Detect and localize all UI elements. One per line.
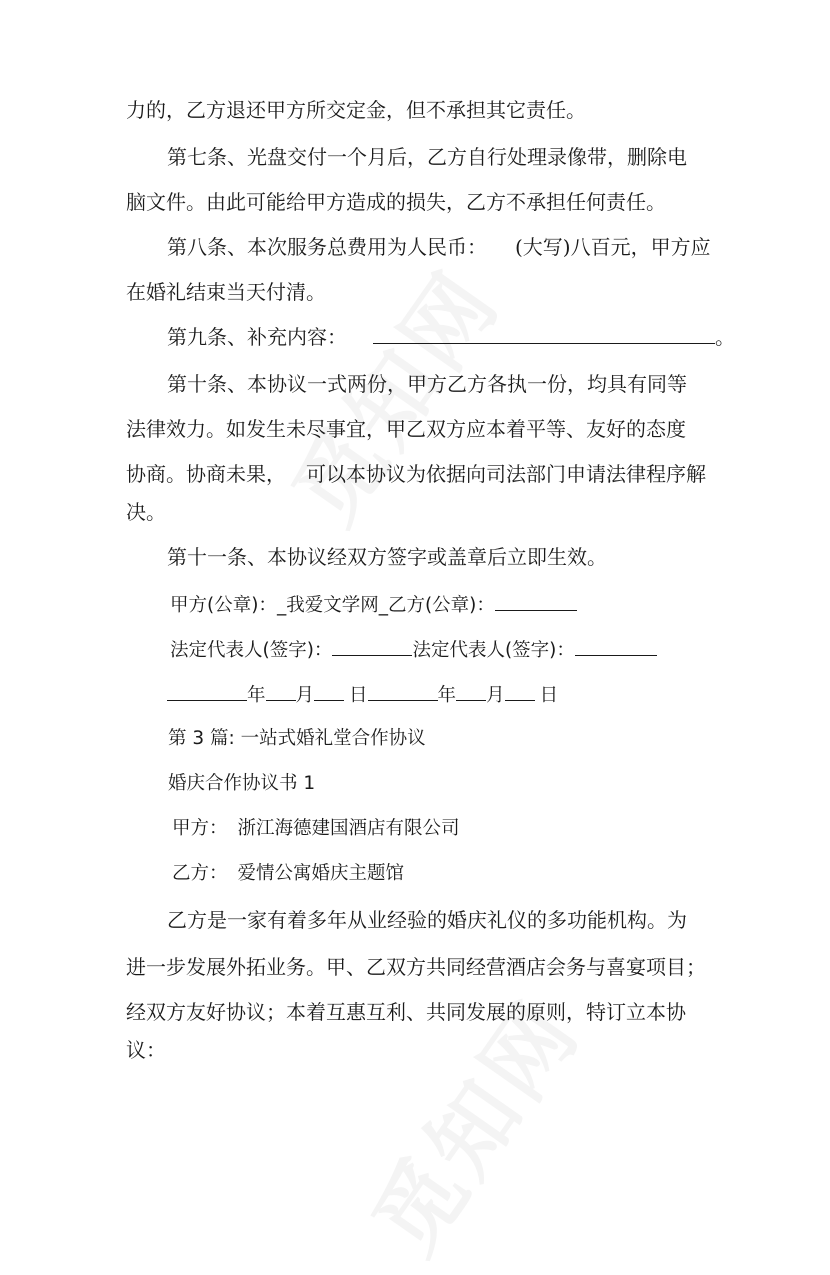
paragraph-line: 第十一条、本协议经双方签字或盖章后立即生效。 — [167, 545, 607, 569]
clause-text: (大写)八百元，甲方应 — [515, 235, 711, 259]
intro-line: 进一步发展外拓业务。甲、乙双方共同经营酒店会务与喜宴项目； — [126, 955, 706, 979]
paragraph-line: 决。 — [126, 500, 166, 524]
party-b-seal-label: 乙方(公章)： — [387, 595, 495, 616]
section-heading: 第 3 篇: 一站式婚礼堂合作协议 — [168, 728, 426, 749]
rep-b-label: 法定代表人(签字)： — [412, 640, 575, 661]
rep-a-blank — [332, 635, 412, 656]
intro-line: 乙方是一家有着多年从业经验的婚庆礼仪的多功能机构。为 — [167, 908, 687, 932]
month-blank — [266, 680, 296, 701]
year-blank — [368, 680, 438, 701]
party-a-seal-value: _我爱文学网_ — [276, 595, 388, 616]
paragraph-line — [167, 233, 757, 261]
party-a-label: 甲方： — [172, 818, 228, 839]
day-label: 日 — [349, 685, 368, 706]
year-label: 年 — [437, 685, 457, 706]
month-blank — [456, 680, 486, 701]
party-b-seal-blank — [495, 590, 577, 611]
party-a-name: 浙江海德建国酒店有限公司 — [237, 818, 460, 839]
clause-text: 可以本协议为依据向司法部门申请法律程序解 — [306, 462, 706, 486]
party-b-line — [172, 860, 762, 888]
rep-b-blank — [575, 635, 657, 656]
clause-text: 第九条、补充内容： — [167, 325, 347, 349]
date-line — [167, 680, 757, 710]
party-a-seal-label: 甲方(公章)： — [170, 595, 277, 616]
paragraph-line — [167, 323, 757, 351]
intro-line: 经双方友好协议；本着互惠互利、共同发展的原则，特订立本协 — [126, 1000, 686, 1024]
rep-a-label: 法定代表人(签字)： — [170, 640, 333, 661]
clause-text: 。 — [715, 325, 735, 349]
year-label: 年 — [247, 685, 266, 706]
paragraph-line: 力的，乙方退还甲方所交定金，但不承担其它责任。 — [126, 98, 586, 122]
paragraph-line: 第七条、光盘交付一个月后，乙方自行处理录像带，删除电 — [167, 145, 687, 169]
paragraph-line: 脑文件。由此可能给甲方造成的损失，乙方不承担任何责任。 — [126, 190, 666, 214]
paragraph-line: 在婚礼结束当天付清。 — [126, 280, 326, 304]
party-b-label: 乙方： — [172, 863, 228, 884]
year-blank — [167, 680, 247, 701]
day-label: 日 — [539, 685, 559, 706]
paragraph-line: 法律效力。如发生未尽事宜，甲乙双方应本着平等、友好的态度 — [126, 417, 686, 441]
section-subheading: 婚庆合作协议书 1 — [168, 773, 316, 794]
clause-text: 第八条、本次服务总费用为人民币： — [167, 235, 487, 259]
signature-line — [170, 590, 760, 620]
paragraph-line — [126, 460, 716, 488]
signature-line — [170, 635, 760, 665]
month-label: 月 — [486, 685, 505, 706]
party-a-line — [172, 815, 762, 843]
fill-in-blank — [373, 323, 715, 344]
paragraph-line: 第十条、本协议一式两份，甲方乙方各执一份，均具有同等 — [167, 372, 687, 396]
intro-line: 议： — [126, 1038, 166, 1062]
day-blank — [314, 680, 344, 701]
day-blank — [505, 680, 535, 701]
month-label: 月 — [295, 685, 315, 706]
clause-text: 协商。协商未果， — [126, 462, 286, 486]
party-b-name: 爱情公寓婚庆主题馆 — [237, 863, 405, 884]
